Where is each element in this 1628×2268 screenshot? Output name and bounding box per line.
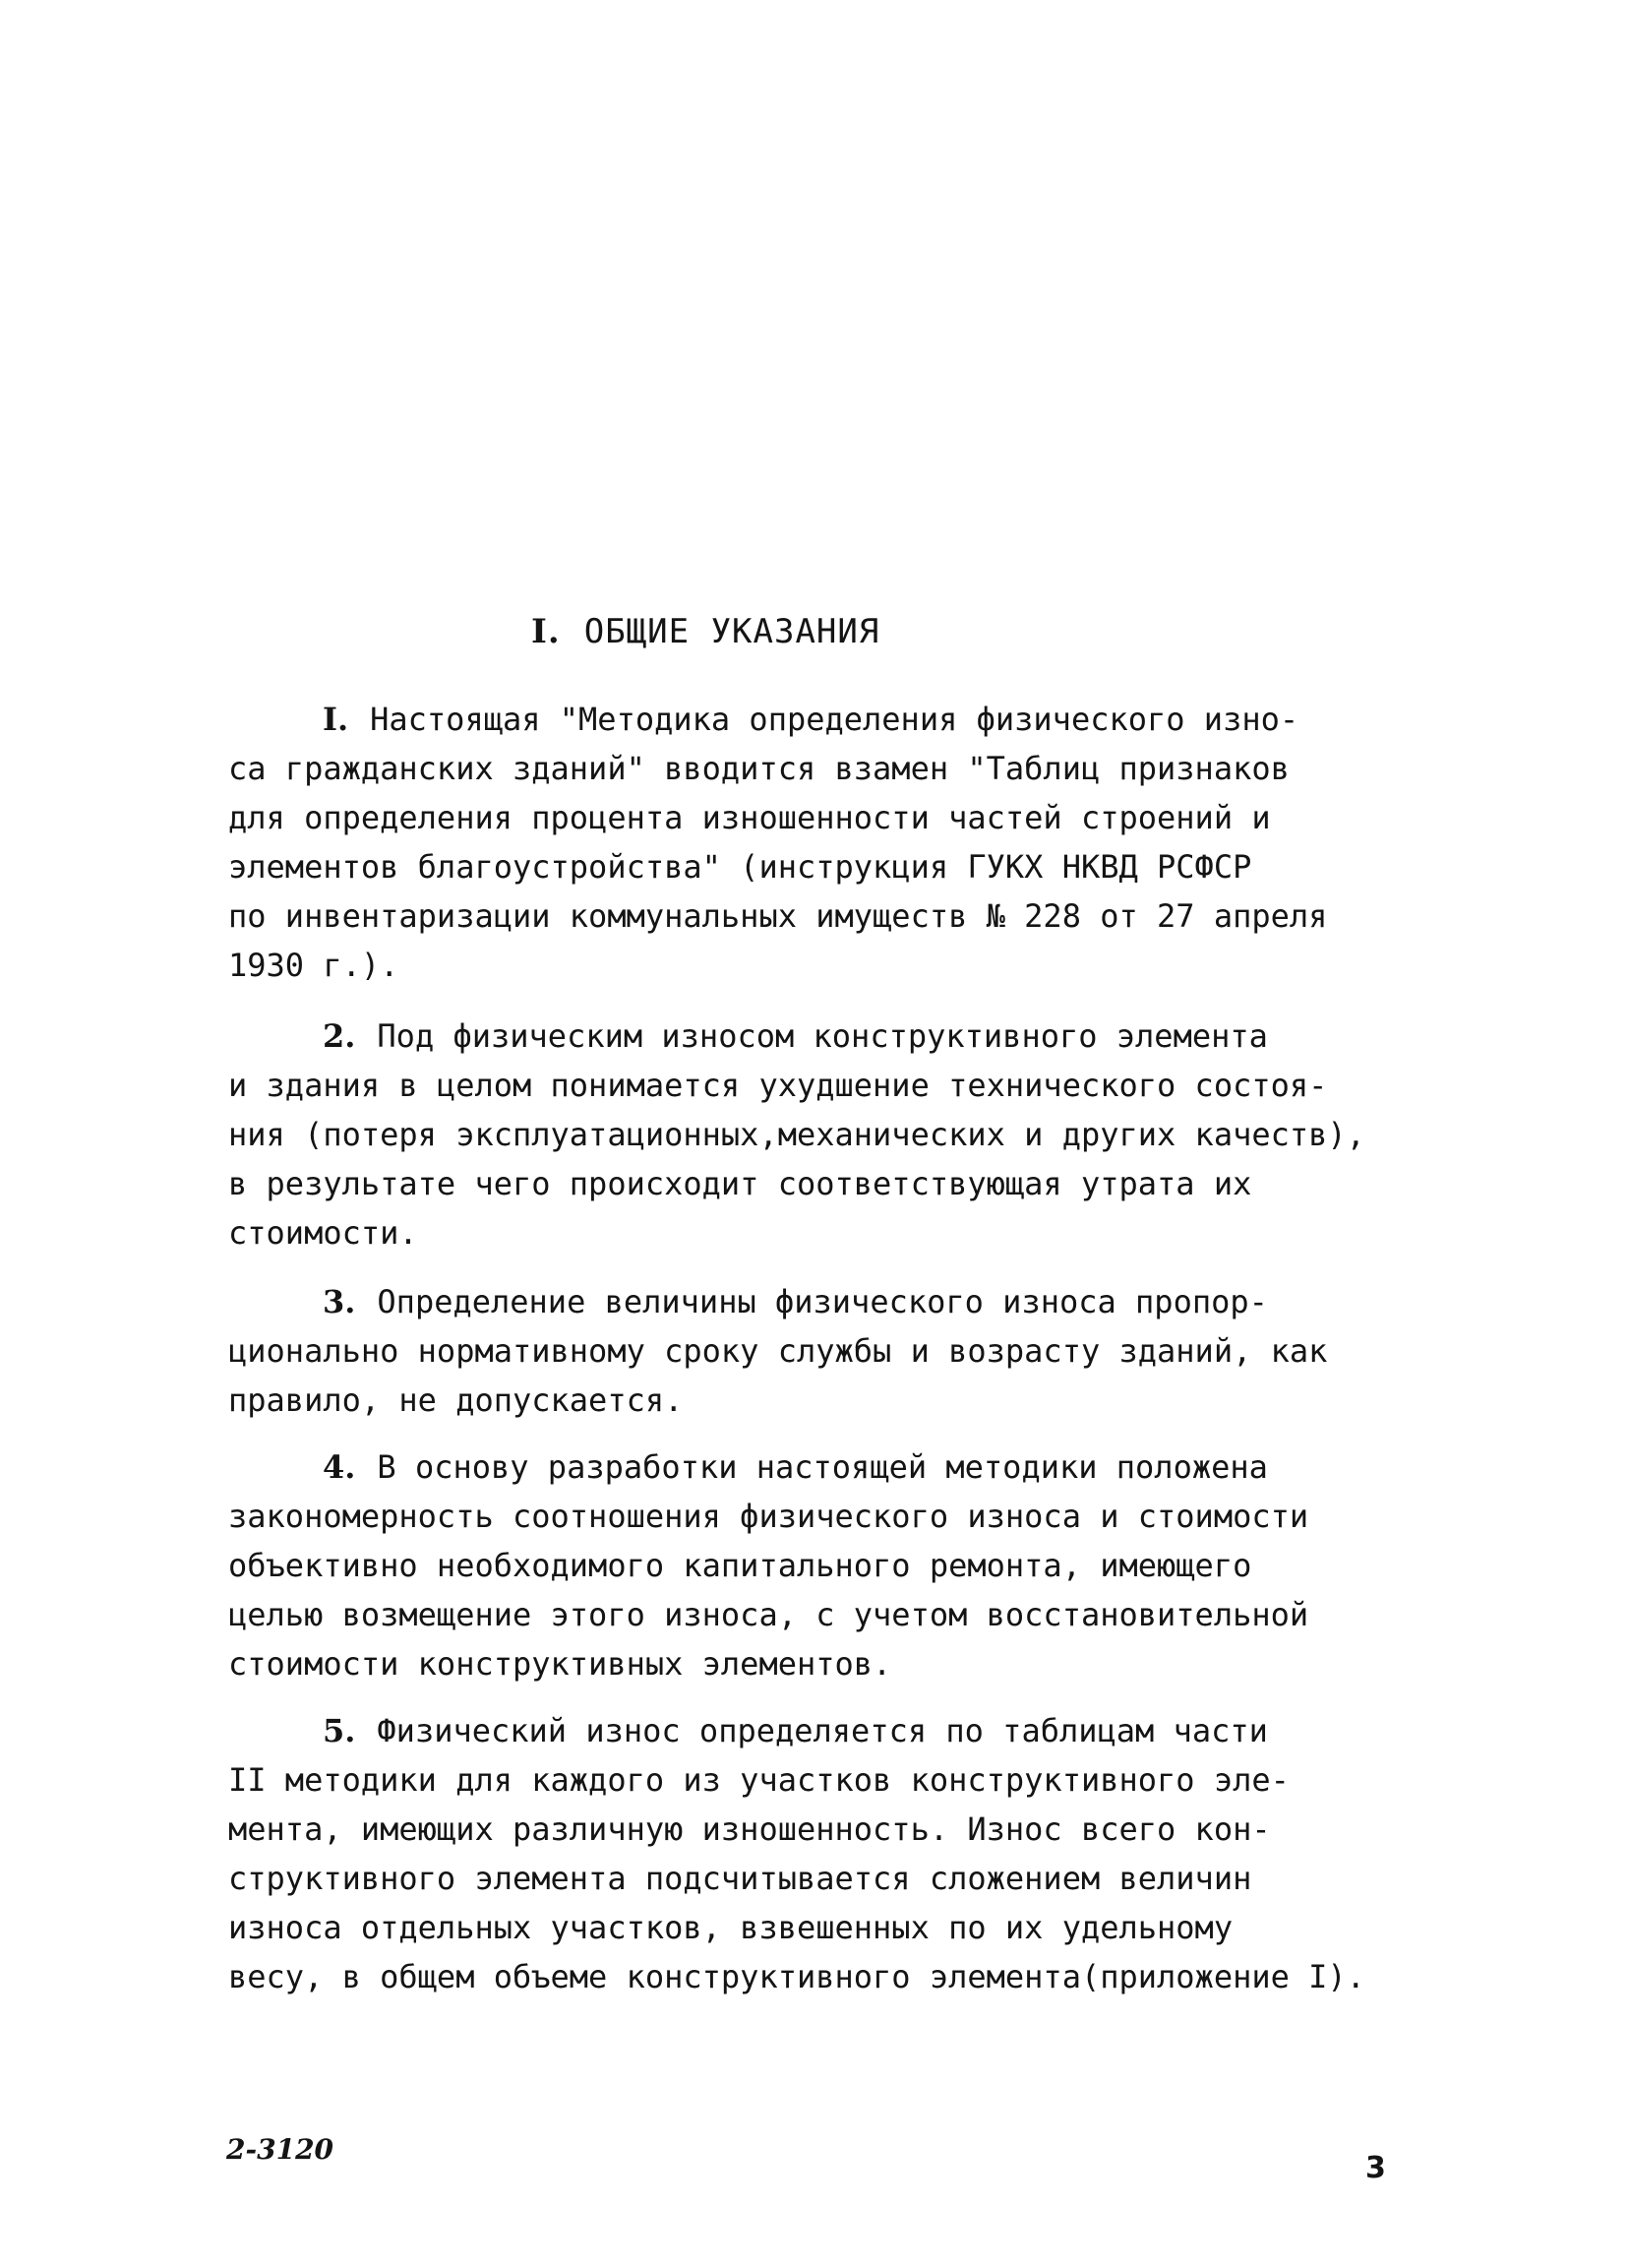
paragraph-4 bbox=[228, 1442, 1448, 1688]
paragraph-line: 2. Под физическим износом конструктивного элемента bbox=[323, 1017, 1268, 1055]
paragraph-line: для определения процента изношенности частей строений и bbox=[228, 799, 1271, 836]
paragraph-line: 5. Физический износ определяется по таблицам части bbox=[323, 1712, 1268, 1749]
paragraph-line: 3. Определение величины физического износа пропор- bbox=[323, 1283, 1268, 1320]
paragraph-line: в результате чего происходит соответствующая утрата их bbox=[228, 1165, 1252, 1202]
paragraph-1 bbox=[228, 695, 1448, 990]
paragraph-line: 1930 г.). bbox=[228, 947, 399, 984]
paragraph-line: са гражданских зданий" вводится взамен "Таблиц признаков bbox=[228, 750, 1290, 787]
paragraph-line: стоимости конструктивных элементов. bbox=[228, 1645, 892, 1683]
section-title: ОБЩИЕ УКАЗАНИЯ bbox=[583, 612, 880, 651]
paragraph-line: структивного элемента подсчитывается сложением величин bbox=[228, 1860, 1252, 1897]
section-heading bbox=[531, 612, 879, 651]
paragraph-line: закономерность соотношения физического износа и стоимости bbox=[228, 1498, 1309, 1535]
paragraph-line: объективно необходимого капитального ремонта, имеющего bbox=[228, 1547, 1252, 1584]
paragraph-line: целью возмещение этого износа, с учетом восстановительной bbox=[228, 1596, 1309, 1633]
paragraph-line: стоимости. bbox=[228, 1214, 418, 1252]
paragraph-number: 2. bbox=[323, 1017, 356, 1055]
paragraph-line: ния (потеря эксплуатационных,механических и других качеств), bbox=[228, 1116, 1365, 1153]
paragraph-line: ционально нормативному сроку службы и возрасту зданий, как bbox=[228, 1332, 1328, 1370]
paragraph-line: I. Настоящая "Методика определения физического изно- bbox=[323, 701, 1299, 738]
document-code: 2-3120 bbox=[226, 2133, 334, 2166]
paragraph-number: I. bbox=[323, 701, 349, 738]
paragraph-line: элементов благоустройства" (инструкция ГУКХ НКВД РСФСР bbox=[228, 848, 1252, 886]
paragraph-line: и здания в целом понимается ухудшение технического состоя- bbox=[228, 1067, 1328, 1104]
paragraph-2 bbox=[228, 1011, 1448, 1257]
paragraph-line: износа отдельных участков, взвешенных по их удельному bbox=[228, 1909, 1234, 1946]
paragraph-number: 5. bbox=[323, 1712, 356, 1749]
section-number: I. bbox=[531, 612, 561, 651]
paragraph-line: мента, имеющих различную изношенность. Износ всего кон- bbox=[228, 1810, 1271, 1848]
paragraph-line: весу, в общем объеме конструктивного элемента(приложение I). bbox=[228, 1958, 1365, 1995]
paragraph-number: 3. bbox=[323, 1283, 356, 1320]
paragraph-number: 4. bbox=[323, 1448, 356, 1486]
paragraph-3 bbox=[228, 1277, 1448, 1425]
paragraph-line: правило, не допускается. bbox=[228, 1381, 684, 1419]
page-number: 3 bbox=[1365, 2151, 1386, 2185]
paragraph-5 bbox=[228, 1706, 1448, 2001]
paragraph-line: по инвентаризации коммунальных имуществ № 228 от 27 апреля bbox=[228, 897, 1328, 935]
paragraph-line: II методики для каждого из участков конструктивного эле- bbox=[228, 1761, 1290, 1799]
paragraph-line: 4. В основу разработки настоящей методики положена bbox=[323, 1448, 1268, 1486]
